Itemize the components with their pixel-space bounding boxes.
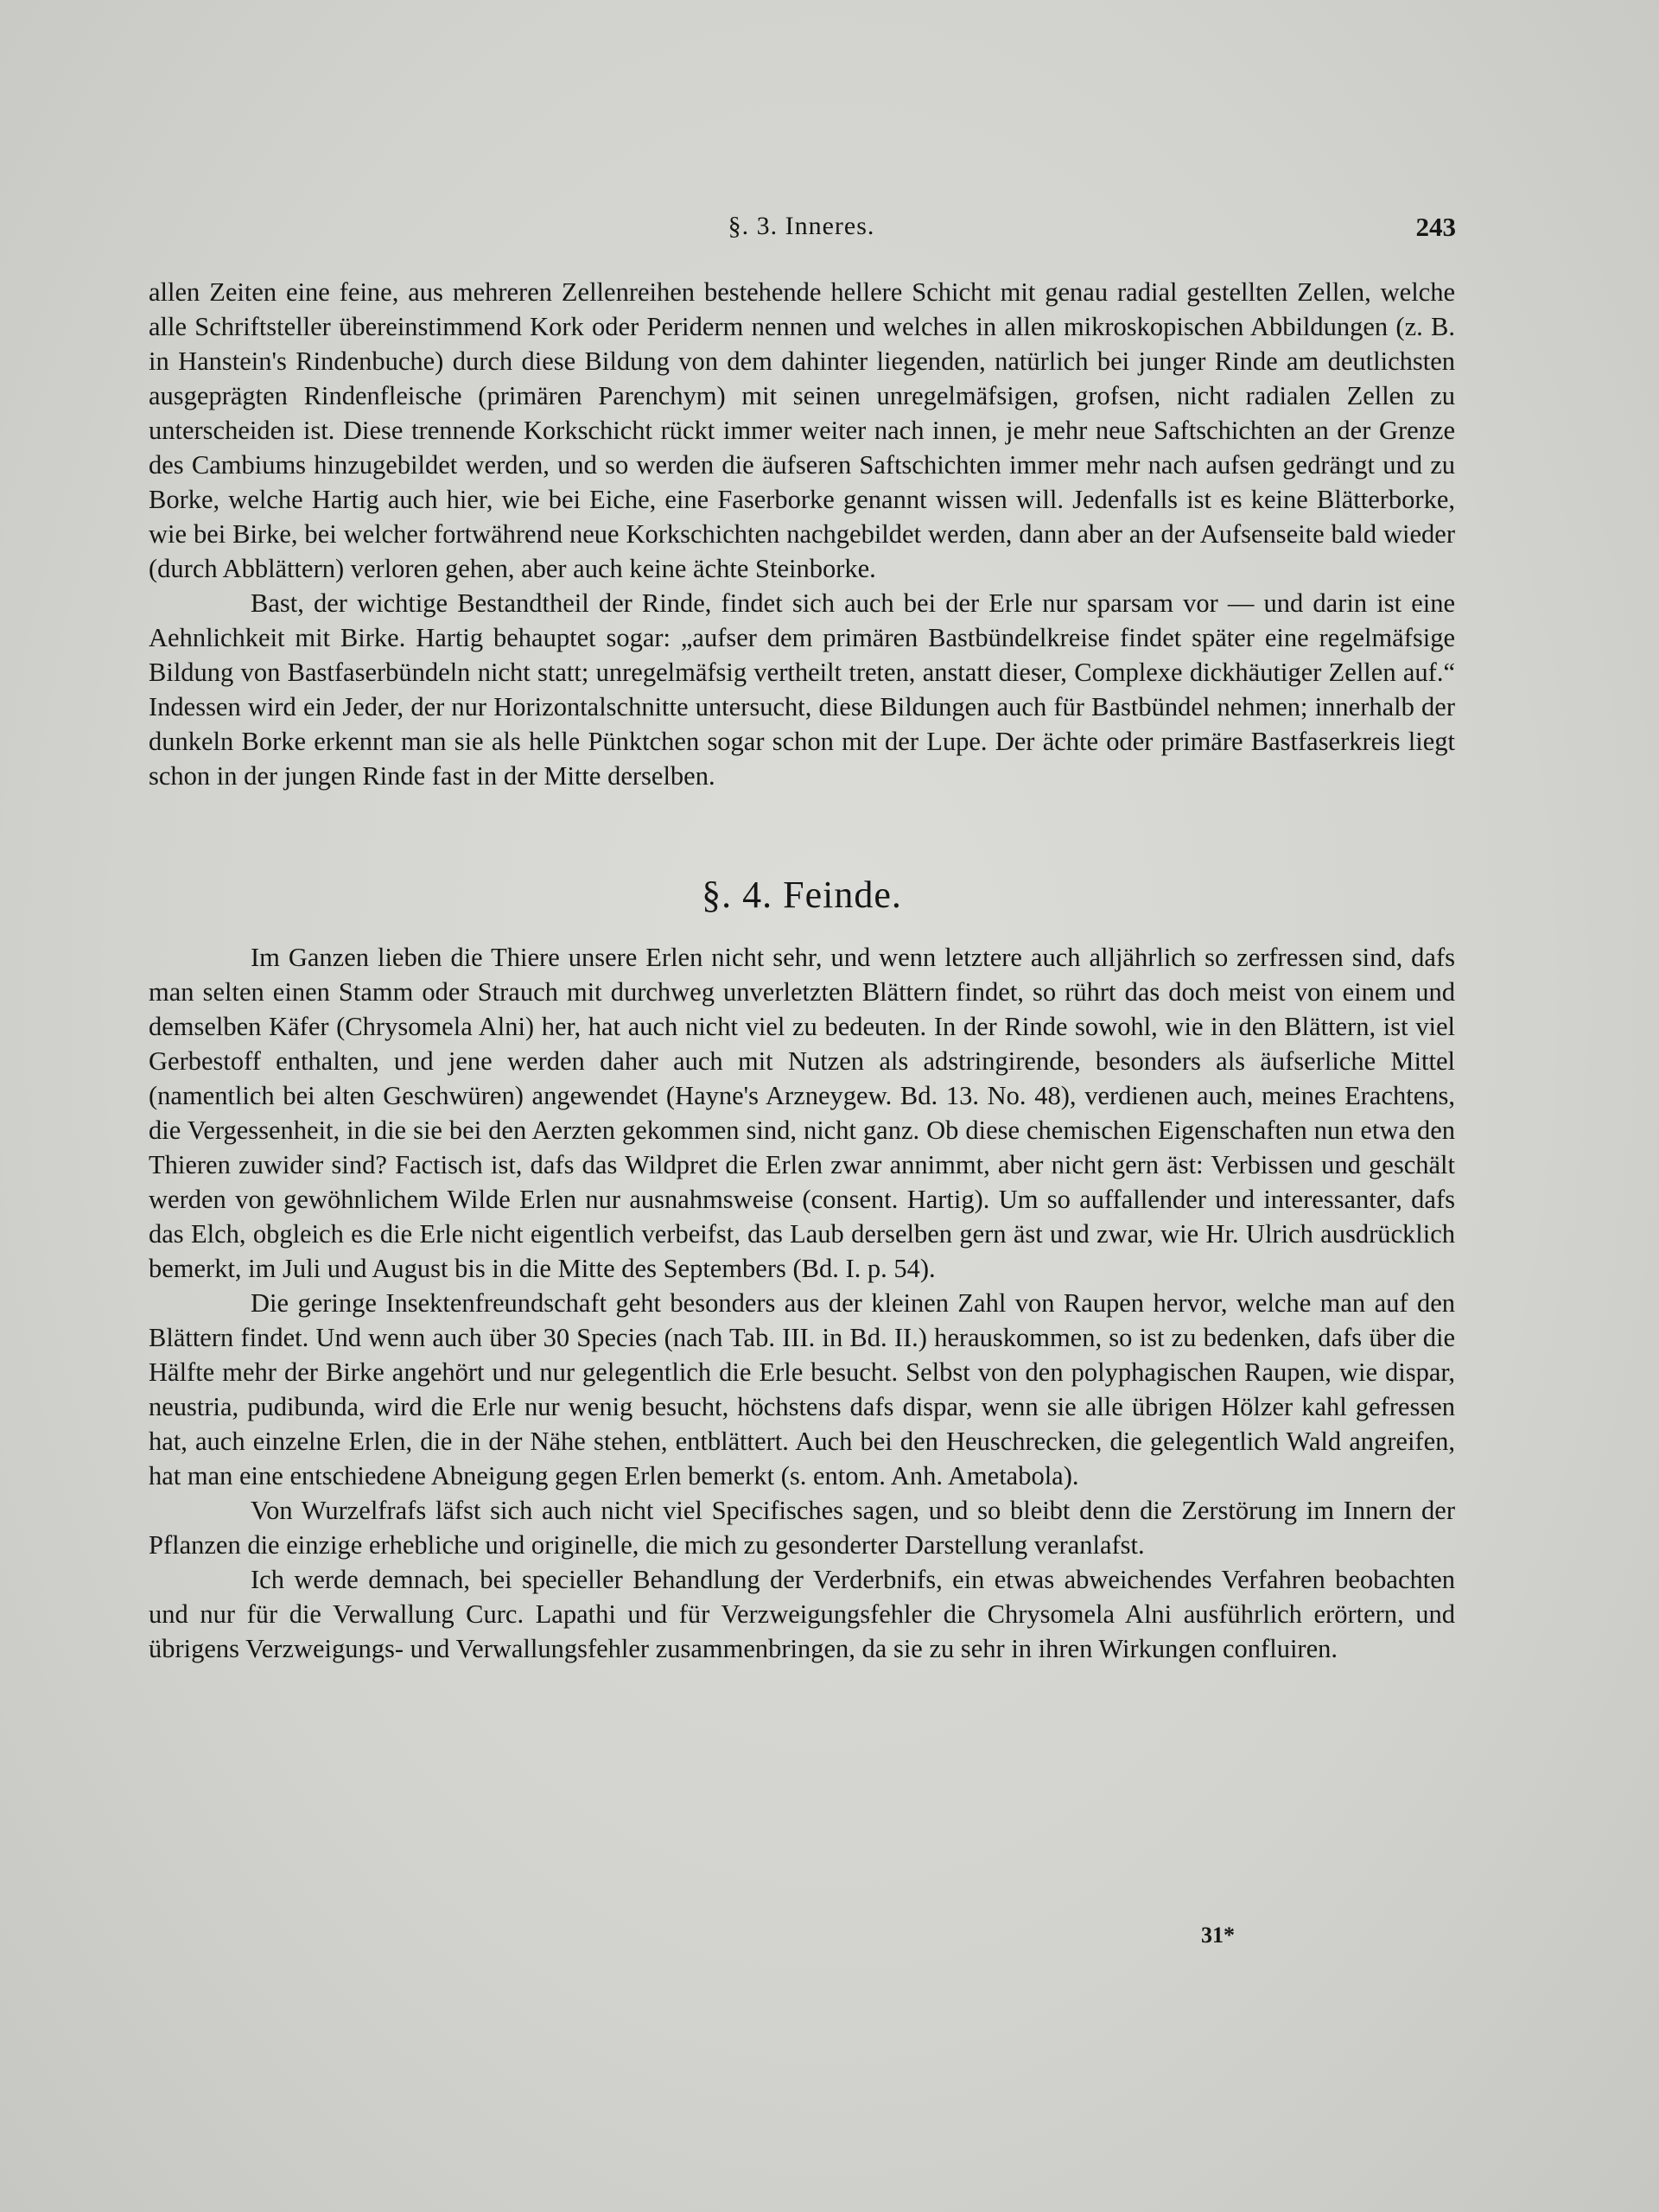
section4-paragraph-3: Von Wurzelfrafs läfst sich auch nicht viel Specifisches sagen, und so bleibt denn die Zerstörung im Innern der Pflanzen die einzige erhebliche und originelle, die mich zu gesonderter Darstellung veranlafst. [149,1496,1455,1560]
running-head: §. 3. Inneres. [728,212,875,240]
section3-paragraph-2: Bast, der wichtige Bestandtheil der Rinde, findet sich auch bei der Erle nur sparsam vor — und darin ist eine Aehnlichkeit mit Birke. Hartig behauptet sogar: „aufser dem primären Bastbündelkreise findet später eine regelmäfsige Bildung von Bastfaserbündeln nicht statt; unregelmäfsig vertheilt treten, anstatt dieser, Complexe dickhäutiger Zellen auf.“ Indessen wird ein Jeder, der nur Horizontalschnitte untersucht, diese Bildungen auch für Bastbündel nehmen; innerhalb der dunkeln Borke erkennt man sie als helle Pünktchen sogar schon mit der Lupe. Der ächte oder primäre Bastfaserkreis liegt schon in der jungen Rinde fast in der Mitte derselben. [149,588,1455,791]
section-heading: §. 4. Feinde. [702,874,902,916]
section3-paragraph-1: allen Zeiten eine feine, aus mehreren Zellenreihen bestehende hellere Schicht mit genau radial gestellten Zellen, welche alle Schriftsteller übereinstimmend Kork oder Periderm nennen und welches in allen mikroskopischen Abbildungen (z. B. in Hanstein's Rindenbuche) durch diese Bildung von dem dahinter liegenden, natürlich bei junger Rinde am deutlichsten ausgeprägten Rindenfleische (primären Parenchym) mit seinen unregelmäfsigen, grofsen, nicht radialen Zellen zu unterscheiden ist. Diese trennende Korkschicht rückt immer weiter nach innen, je mehr neue Saftschichten an der Grenze des Cambiums hinzugebildet werden, und so werden die äufseren Saftschichten immer mehr nach aufsen gedrängt und zu Borke, welche Hartig auch hier, wie bei Eiche, eine Faserborke genannt wissen will. Jedenfalls ist es keine Blätterborke, wie bei Birke, bei welcher fortwährend neue Korkschichten nachgebildet werden, dann aber an der Aufsenseite bald wieder (durch Abblättern) verloren gehen, aber auch keine ächte Steinborke. [149,277,1455,583]
page-content [149,275,1455,1666]
section4-paragraph-2: Die geringe Insektenfreundschaft geht besonders aus der kleinen Zahl von Raupen hervor, welche man auf den Blättern findet. Und wenn auch über 30 Species (nach Tab. III. in Bd. II.) herauskommen, so ist zu bedenken, dafs über die Hälfte mehr der Birke angehört und nur gelegentlich die Erle besucht. Selbst von den polyphagischen Raupen, wie dispar, neustria, pudibunda, wird die Erle nur wenig besucht, höchstens dafs dispar, wenn sie alle übrigen Hölzer kahl gefressen hat, auch einzelne Erlen, die in der Nähe stehen, entblättert. Auch bei den Heuschrecken, die gelegentlich Wald angreifen, hat man eine entschiedene Abneigung gegen Erlen bemerkt (s. entom. Anh. Ametabola). [149,1288,1455,1491]
printer-signature: 31* [1201,1923,1235,1948]
page-header [147,212,1456,255]
section4-paragraph-4: Ich werde demnach, bei specieller Behandlung der Verderbnifs, ein etwas abweichendes Verfahren beobachten und nur für die Verwallung Curc. Lapathi und für Verzweigungsfehler die Chrysomela Alni ausführlich erörtern, und übrigens Verzweigungs- und Verwallungsfehler zusammenbringen, da sie zu sehr in ihren Wirkungen confluiren. [149,1565,1455,1663]
section4-paragraph-1: Im Ganzen lieben die Thiere unsere Erlen nicht sehr, und wenn letztere auch alljährlich so zerfressen sind, dafs man selten einen Stamm oder Strauch mit durchweg unverletzten Blättern findet, so rührt das doch meist von einem und demselben Käfer (Chrysomela Alni) her, hat auch nicht viel zu bedeuten. In der Rinde sowohl, wie in den Blättern, ist viel Gerbestoff enthalten, und jene werden daher auch mit Nutzen als adstringirende, besonders als äufserliche Mittel (namentlich bei alten Geschwüren) angewendet (Hayne's Arzneygew. Bd. 13. No. 48), verdienen auch, meines Erachtens, die Vergessenheit, in die sie bei den Aerzten gekommen sind, nicht ganz. Ob diese chemischen Eigenschaften nun etwa den Thieren zuwider sind? Factisch ist, dafs das Wildpret die Erlen zwar annimmt, aber nicht gern äst: Verbissen und geschält werden von gewöhnlichem Wilde Erlen nur ausnahmsweise (consent. Hartig). Um so auffallender und interessanter, dafs das Elch, obgleich es die Erle nicht eigentlich verbeifst, das Laub derselben gern äst und zwar, wie Hr. Ulrich ausdrücklich bemerkt, im Juli und August bis in die Mitte des Septembers (Bd. I. p. 54). [149,943,1455,1283]
page-number: 243 [1415,212,1456,242]
